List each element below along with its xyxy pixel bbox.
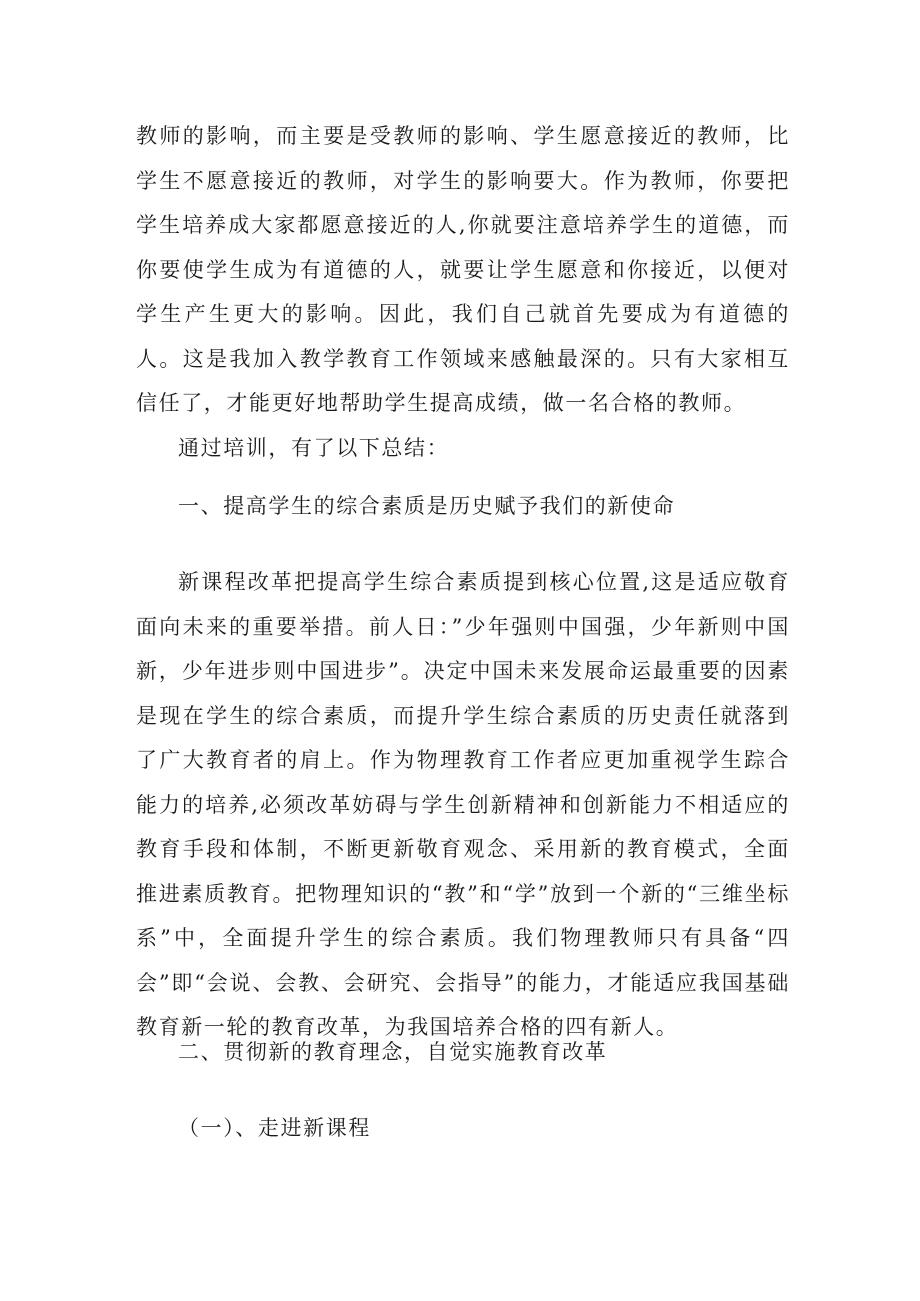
section-heading-1: 一、提高学生的综合素质是历史赋予我们的新使命 xyxy=(178,494,676,518)
paragraph-intro: 教师的影响，而主要是受教师的影响、学生愿意接近的教师，比学生不愿意接近的教师，对学生的影响要大。作为教师，你要把学生培养成大家都愿意接近的人,你就要注意培养学生的道德，而你要使学生成为有道德的人，就要让学生愿意和你接近，以便对学生产生更大的影响。因此，我们自己就首先要成为有道德的人。这是我加入教学教育工作领域来感触最深的。只有大家相互信任了，才能更好地帮助学生提高成绩，做一名合格的教师。 xyxy=(136,124,790,415)
paragraph-section-1-body: 新课程改革把提高学生综合素质提到核心位置,这是适应敬育面向未来的重要举措。前人日：”少年强则中国强，少年新则中国新，少年进步则中国进步”。决定中国未来发展命运最重要的因素是现在学生的综合素质，而提升学生综合素质的历史责任就落到了广大教育者的肩上。作为物理教育工作者应更加重视学生踪合能力的培养,必须改革妨碍与学生创新精神和创新能力不相适应的教育手段和体制，不断更新敬育观念、采用新的教育模式，全面推进素质教育。把物理知识的“教”和“学”放到一个新的“三维坐标系”中，全面提升学生的综合素质。我们物理教师只有具备“四会”即“会说、会教、会研究、会指导”的能力，才能适应我国基础教育新一轮的教育改革，为我国培养合格的四有新人。 xyxy=(136,570,790,1039)
paragraph-summary-lead: 通过培训，有了以下总结： xyxy=(178,436,450,460)
subsection-heading-1: （一）、走进新课程 xyxy=(178,1116,371,1140)
section-heading-2: 二、贯彻新的教育理念，自觉实施教育改革 xyxy=(178,1040,608,1064)
